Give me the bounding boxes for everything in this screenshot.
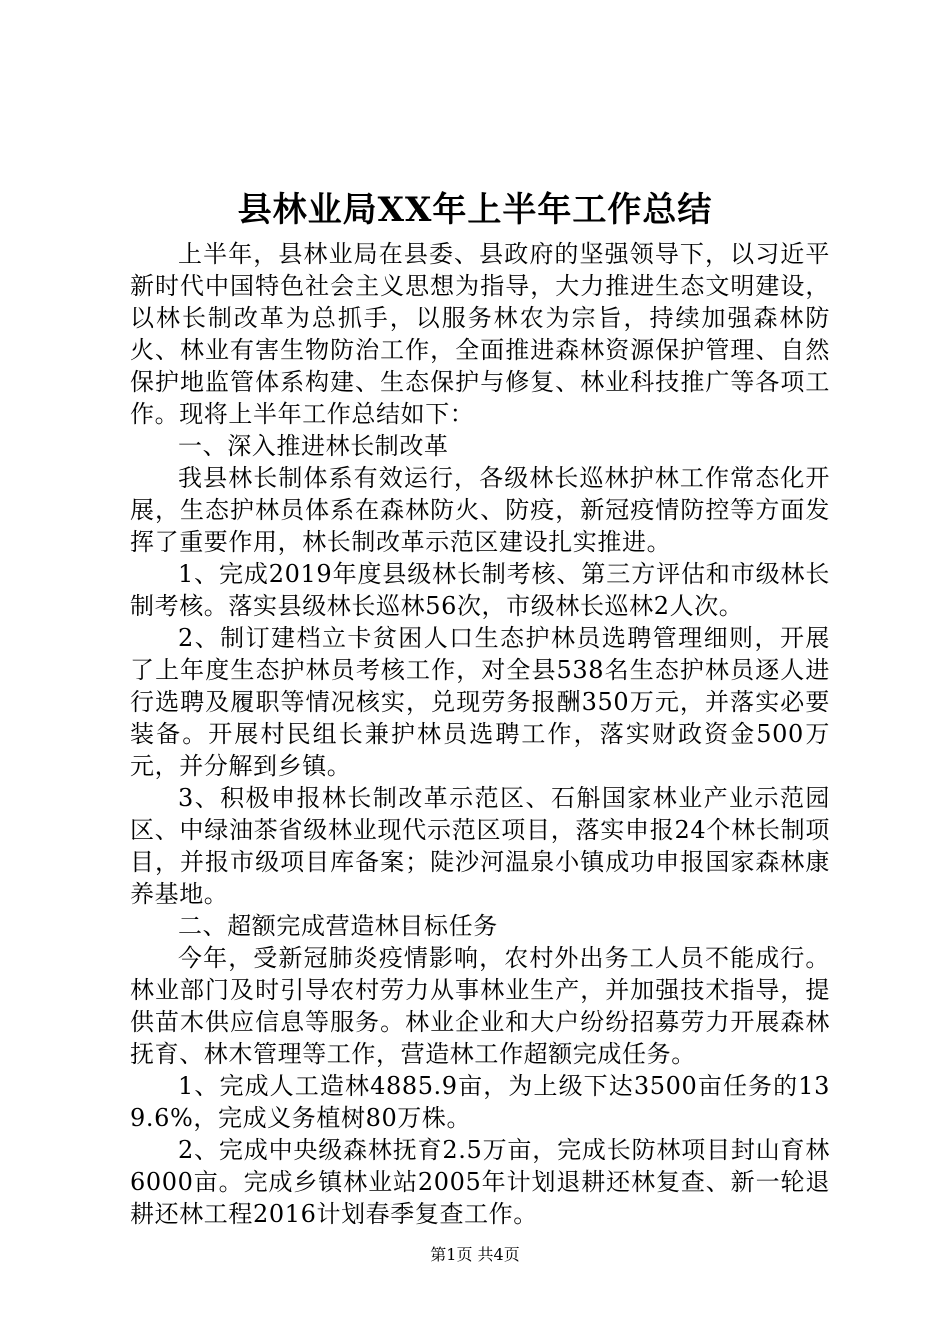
section-2-paragraph: 今年，受新冠肺炎疫情影响，农村外出务工人员不能成行。林业部门及时引导农村劳力从事林业生产，并加强技术指导，提供苗木供应信息等服务。林业企业和大户纷纷招募劳力开展森林抚育、林木管理等工作，营造林工作超额完成任务。 — [130, 944, 830, 1068]
section-heading-2: 二、超额完成营造林目标任务 — [178, 912, 498, 940]
section-2-item-1: 1、完成人工造林4885.9亩，为上级下达3500亩任务的139.6%，完成义务植树80万株。 — [130, 1072, 830, 1132]
document-title: 县林业局XX年上半年工作总结 — [237, 190, 713, 230]
section-heading-1: 一、深入推进林长制改革 — [178, 432, 449, 460]
page-footer: 第1页 共4页 — [430, 1245, 520, 1264]
section-1-item-1: 1、完成2019年度县级林长制考核、第三方评估和市级林长制考核。落实县级林长巡林56次，市级林长巡林2人次。 — [130, 560, 830, 620]
intro-paragraph: 上半年，县林业局在县委、县政府的坚强领导下，以习近平新时代中国特色社会主义思想为指导，大力推进生态文明建设，以林长制改革为总抓手，以服务林农为宗旨，持续加强森林防火、林业有害生物防治工作，全面推进森林资源保护管理、自然保护地监管体系构建、生态保护与修复、林业科技推广等各项工作。现将上半年工作总结如下： — [130, 240, 830, 428]
section-1-item-3: 3、积极申报林长制改革示范区、石斛国家林业产业示范园区、中绿油茶省级林业现代示范区项目，落实申报24个林长制项目，并报市级项目库备案；陡沙河温泉小镇成功申报国家森林康养基地。 — [130, 784, 830, 908]
section-1-item-2: 2、制订建档立卡贫困人口生态护林员选聘管理细则，开展了上年度生态护林员考核工作，对全县538名生态护林员逐人进行选聘及履职等情况核实，兑现劳务报酬350万元，并落实必要装备。开展村民组长兼护林员选聘工作，落实财政资金500万元，并分解到乡镇。 — [130, 624, 830, 780]
section-1-paragraph: 我县林长制体系有效运行，各级林长巡林护林工作常态化开展，生态护林员体系在森林防火、防疫，新冠疫情防控等方面发挥了重要作用，林长制改革示范区建设扎实推进。 — [130, 464, 830, 556]
section-2-item-2: 2、完成中央级森林抚育2.5万亩，完成长防林项目封山育林6000亩。完成乡镇林业站2005年计划退耕还林复查、新一轮退耕还林工程2016计划春季复查工作。 — [130, 1136, 830, 1228]
document-body — [130, 238, 830, 1230]
